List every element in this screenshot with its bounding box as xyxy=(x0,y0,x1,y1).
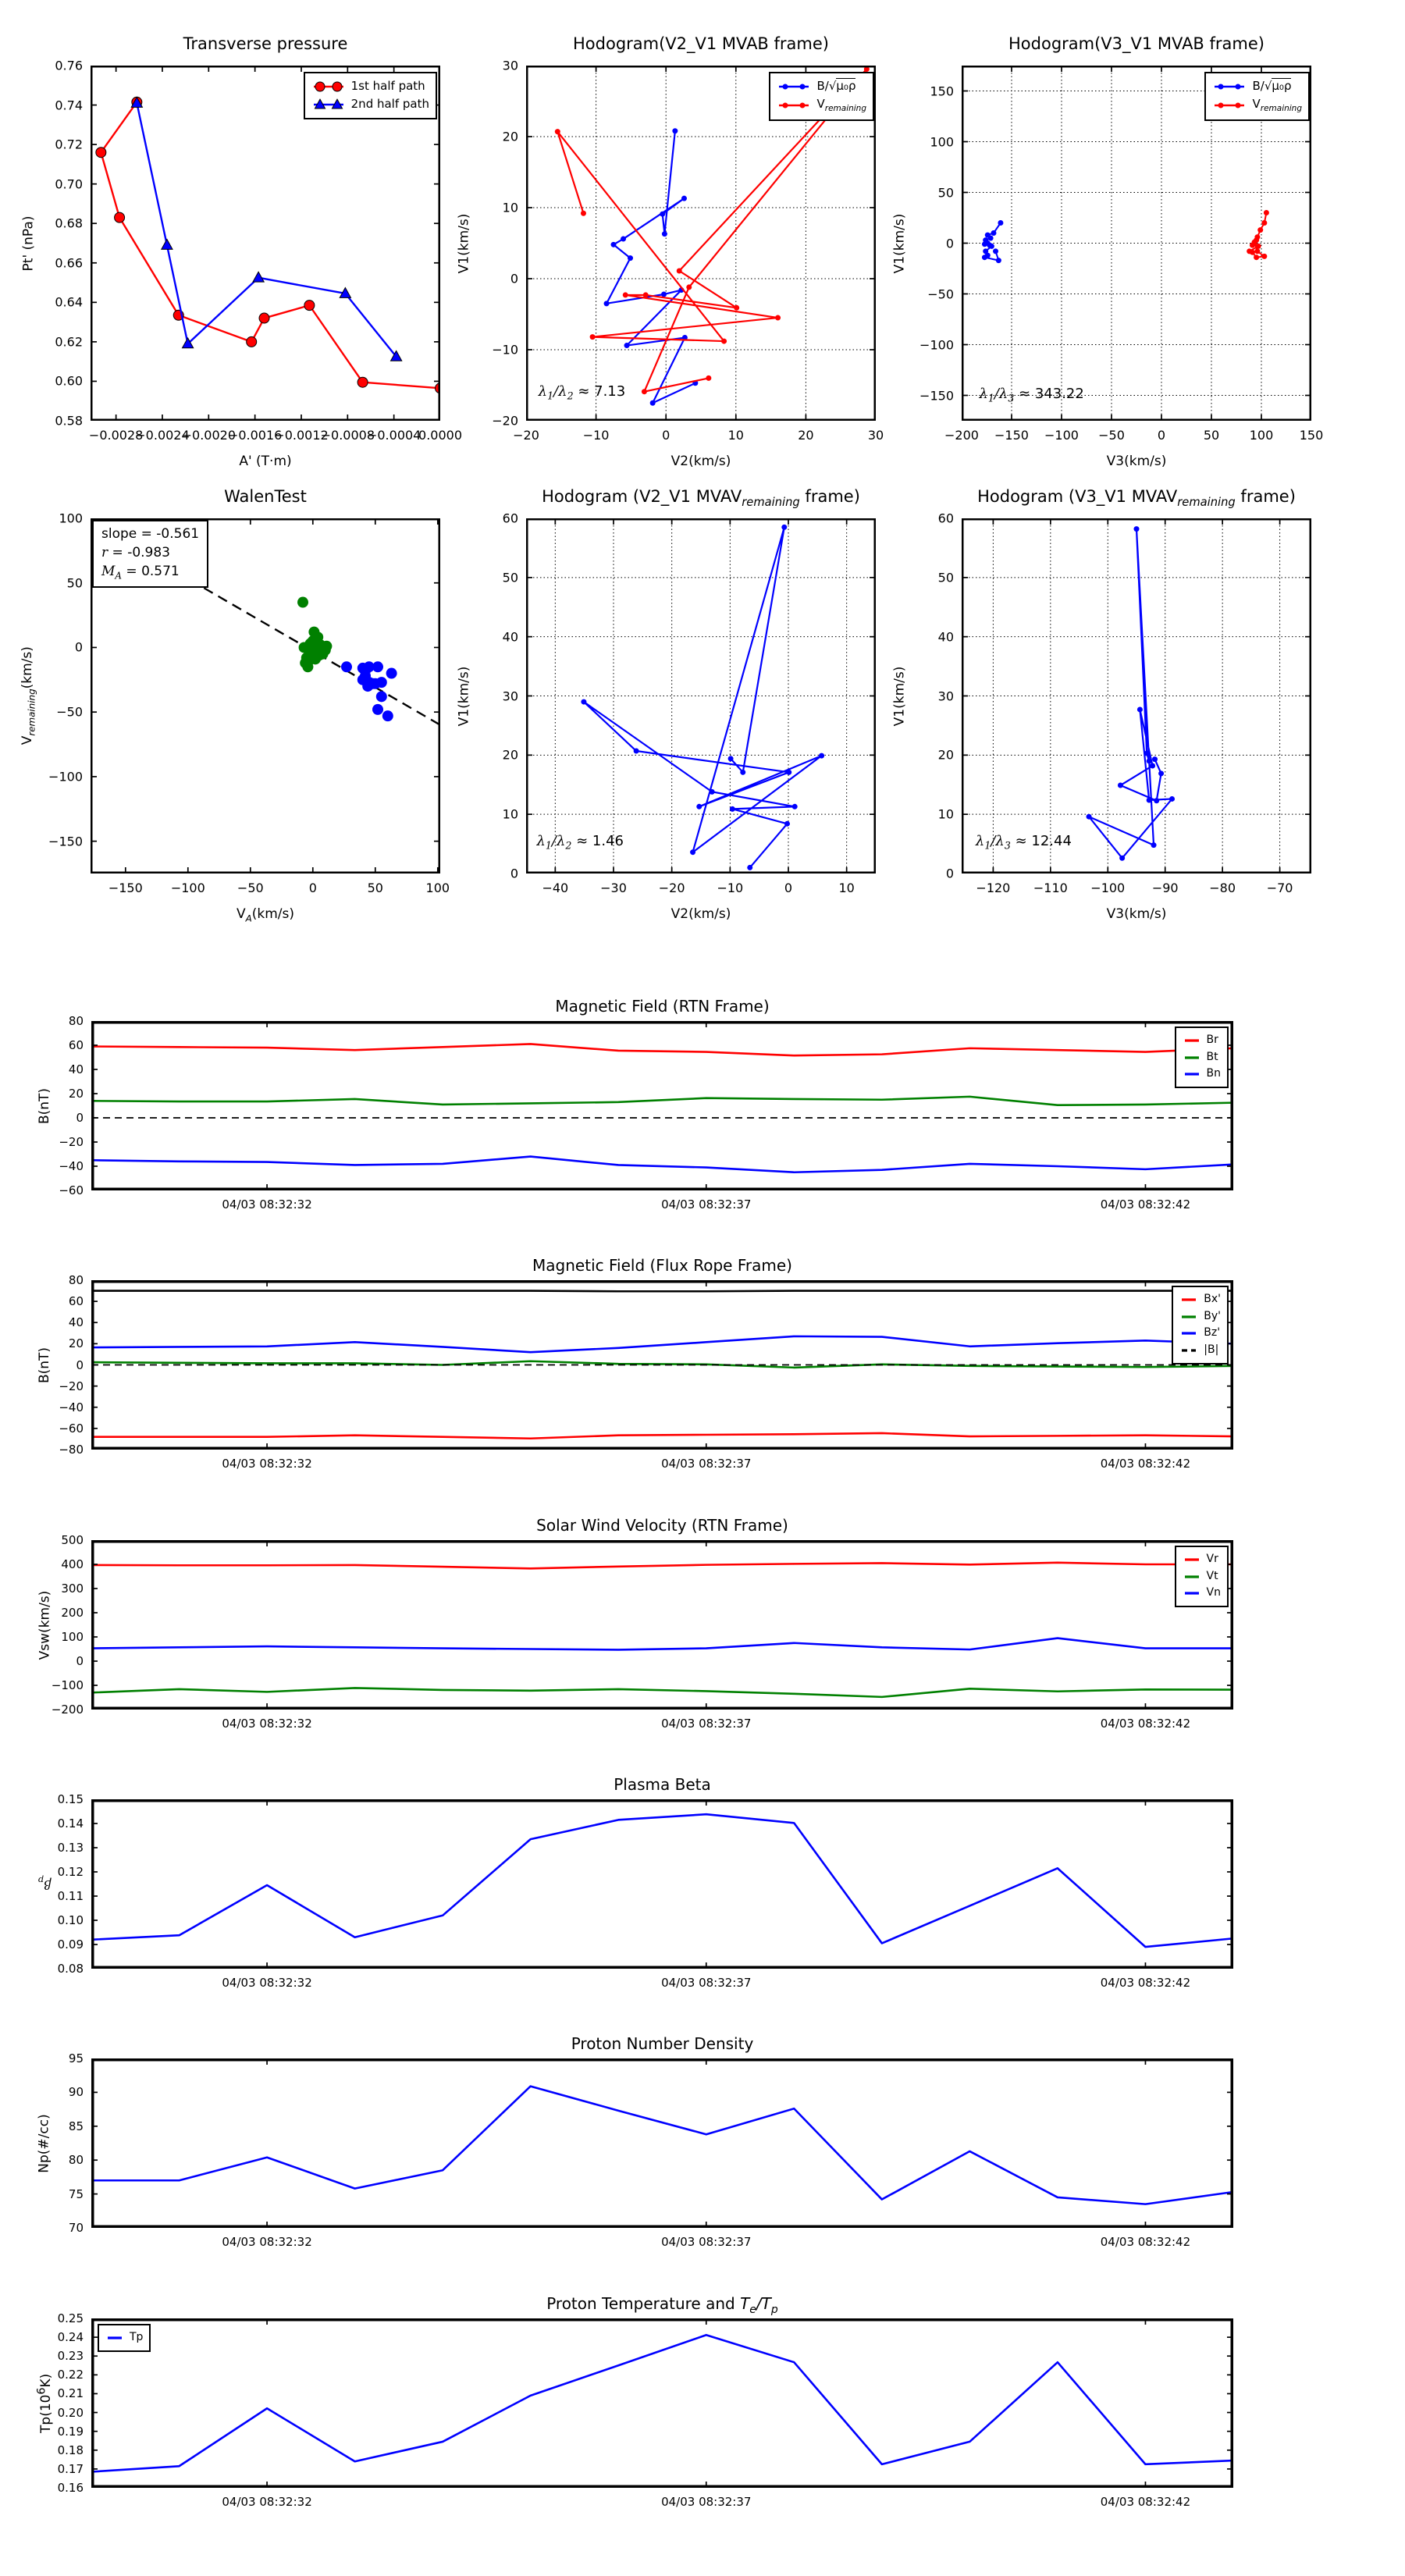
plot-hodogram-v2v1-mvav xyxy=(456,487,876,922)
hodogram-v2v1-mvav-x-tick-label: 10 xyxy=(838,881,855,895)
transverse-pressure-y-tick-label: 0.72 xyxy=(55,137,83,152)
hodogram-v2v1-mvav-y-tick-label: 60 xyxy=(502,511,518,526)
proton-number-density-y-tick-label: 85 xyxy=(68,2119,84,2133)
hodogram-v3v1-mvab-x-tick-label: −100 xyxy=(1044,428,1079,443)
transverse-pressure-ylabel: Pt' (nPa) xyxy=(20,215,37,271)
legend-entry xyxy=(1183,1585,1221,1602)
legend-glyph-line xyxy=(1183,1571,1201,1583)
hodogram-v3v1-mvav-x-tick-label: −80 xyxy=(1209,881,1236,895)
legend-glyph-line xyxy=(1183,1553,1201,1566)
walen-test-x-tick-label: −50 xyxy=(237,881,264,895)
magnetic-field-rtn-y-tick-label: 60 xyxy=(68,1038,84,1052)
hodogram-v2v1-mvab-ylabel: V1(km/s) xyxy=(456,213,472,273)
legend-entry xyxy=(1179,1291,1221,1308)
legend-glyph-triangle xyxy=(311,98,346,111)
hodogram-v2v1-mvav-y-tick-label: 40 xyxy=(502,629,518,645)
magnetic-field-rtn-canvas xyxy=(91,1021,1233,1190)
hodogram-v3v1-mvav-y-tick-label: 20 xyxy=(937,747,954,763)
hodogram-v3v1-mvav-xlabel: V3(km/s) xyxy=(1106,906,1167,922)
magnetic-field-rtn-y-tick-label: −40 xyxy=(59,1159,84,1173)
hodogram-v2v1-mvav-xlabel: V2(km/s) xyxy=(670,906,731,922)
legend-entry xyxy=(1212,95,1302,115)
legend-glyph-line xyxy=(1179,1311,1198,1323)
magnetic-field-rtn-x-tick-label: 04/03 08:32:32 xyxy=(222,1197,312,1212)
solar-wind-velocity-x-tick-label: 04/03 08:32:32 xyxy=(222,1717,312,1731)
plasma-beta-y-tick-label: 0.10 xyxy=(57,1913,84,1927)
lambda-annotation: $\lambda_1/\lambda_2 \approx 1.46$ xyxy=(536,832,624,852)
proton-temperature-y-tick-label: 0.25 xyxy=(57,2311,84,2325)
walen-test-x-tick-label: 100 xyxy=(425,881,450,895)
hodogram-v3v1-mvav-x-tick-label: −100 xyxy=(1090,881,1126,895)
legend-entry xyxy=(1212,77,1302,95)
hodogram-v3v1-mvab-y-tick-label: −150 xyxy=(919,388,954,403)
hodogram-v3v1-mvav-y-tick-label: 30 xyxy=(937,688,954,703)
hodogram-v3v1-mvab-x-tick-label: 150 xyxy=(1299,428,1324,443)
magnetic-field-flux-rope-legend xyxy=(1172,1286,1229,1364)
hodogram-v3v1-mvab-y-tick-label: 0 xyxy=(945,236,954,251)
magnetic-field-rtn-legend xyxy=(1175,1026,1229,1088)
transverse-pressure-y-tick-label: 0.74 xyxy=(55,98,83,113)
plasma-beta-y-tick-label: 0.13 xyxy=(57,1841,84,1855)
walen-stats-box: slope = -0.561 r = -0.983 $M_A = 0.571$ xyxy=(92,520,208,588)
hodogram-v2v1-mvav-title: Hodogram (V2_V1 $MVAV_{remaining}$ frame) xyxy=(542,487,860,510)
proton-temperature-y-tick-label: 0.19 xyxy=(57,2424,84,2439)
magnetic-field-rtn-y-tick-label: −60 xyxy=(59,1183,84,1197)
legend-entry-label: Bt xyxy=(1206,1050,1218,1063)
legend-entry-label: Tp xyxy=(130,2331,144,2343)
proton-temperature-y-tick-label: 0.20 xyxy=(57,2405,84,2420)
magnetic-field-flux-rope-y-tick-label: −80 xyxy=(59,1443,84,1457)
proton-number-density-y-tick-label: 75 xyxy=(68,2186,84,2201)
transverse-pressure-y-tick-label: 0.68 xyxy=(55,215,83,231)
legend-entry xyxy=(777,77,866,95)
hodogram-v3v1-mvab-y-tick-label: 100 xyxy=(930,134,954,149)
magnetic-field-flux-rope-y-tick-label: 60 xyxy=(68,1294,84,1309)
magnetic-field-rtn-y-tick-label: −20 xyxy=(59,1135,84,1149)
hodogram-v2v1-mvab-y-tick-label: 10 xyxy=(502,200,518,215)
walen-test-y-tick-label: −150 xyxy=(48,834,83,849)
hodogram-v2v1-mvav-y-tick-label: 10 xyxy=(502,806,518,822)
solar-wind-velocity-y-tick-label: 300 xyxy=(61,1582,84,1596)
legend-entry xyxy=(1179,1325,1221,1342)
legend-glyph-line xyxy=(1183,1068,1201,1080)
hodogram-v3v1-mvab-x-tick-label: −50 xyxy=(1098,428,1125,443)
legend-glyph-line xyxy=(1183,1051,1201,1064)
hodogram-v3v1-mvab-x-tick-label: −200 xyxy=(944,428,979,443)
hodogram-v2v1-mvav-ylabel: V1(km/s) xyxy=(456,666,472,726)
magnetic-field-flux-rope-title: Magnetic Field (Flux Rope Frame) xyxy=(532,1256,792,1275)
hodogram-v2v1-mvav-x-tick-label: 0 xyxy=(784,881,793,895)
legend-glyph-line xyxy=(1183,1034,1201,1047)
magnetic-field-flux-rope-x-tick-label: 04/03 08:32:37 xyxy=(661,1457,752,1471)
transverse-pressure-xlabel: A' (T·m) xyxy=(239,454,292,469)
transverse-pressure-legend xyxy=(304,72,437,119)
transverse-pressure-y-tick-label: 0.70 xyxy=(55,176,83,192)
hodogram-v2v1-mvab-x-tick-label: −10 xyxy=(582,428,610,443)
legend-entry xyxy=(1179,1342,1221,1359)
legend-entry xyxy=(311,77,429,95)
hodogram-v2v1-mvav-y-tick-label: 0 xyxy=(510,866,518,881)
hodogram-v2v1-mvav-x-tick-label: −40 xyxy=(542,881,569,895)
walen-test-y-tick-label: −50 xyxy=(56,704,83,720)
legend-glyph-line xyxy=(105,2332,124,2344)
hodogram-v2v1-mvab-legend xyxy=(769,72,874,121)
hodogram-v3v1-mvab-y-tick-label: 50 xyxy=(937,185,954,200)
hodogram-v3v1-mvav-y-tick-label: 0 xyxy=(945,866,954,881)
solar-wind-velocity-y-tick-label: 200 xyxy=(61,1606,84,1620)
solar-wind-velocity-x-tick-label: 04/03 08:32:42 xyxy=(1100,1717,1191,1731)
magnetic-field-flux-rope-y-tick-label: −60 xyxy=(59,1421,84,1436)
legend-entry xyxy=(1183,1049,1221,1066)
magnetic-field-flux-rope-y-tick-label: −20 xyxy=(59,1379,84,1393)
legend-glyph-line xyxy=(1179,1344,1198,1357)
hodogram-v2v1-mvab-y-tick-label: −10 xyxy=(492,342,518,358)
proton-temperature-y-tick-label: 0.16 xyxy=(57,2481,84,2495)
solar-wind-velocity-y-tick-label: 400 xyxy=(61,1557,84,1571)
legend-glyph-line xyxy=(1179,1327,1198,1340)
hodogram-v3v1-mvab-x-tick-label: 0 xyxy=(1157,428,1166,443)
hodogram-v3v1-mvab-x-tick-label: −150 xyxy=(994,428,1029,443)
hodogram-v2v1-mvab-y-tick-label: 20 xyxy=(502,129,518,144)
hodogram-v2v1-mvab-y-tick-label: −20 xyxy=(492,413,518,429)
legend-entry-label: $V_{remaining}$ xyxy=(816,97,866,114)
panel-proton-temperature xyxy=(35,2294,1233,2509)
panel-magnetic-field-rtn xyxy=(37,997,1233,1212)
transverse-pressure-x-tick-label: −0.0028 xyxy=(88,428,144,443)
magnetic-field-flux-rope-y-tick-label: 80 xyxy=(68,1273,84,1287)
lambda-annotation: $\lambda_1/\lambda_3 \approx 12.44$ xyxy=(975,832,1072,852)
hodogram-v3v1-mvab-y-tick-label: −100 xyxy=(919,337,954,352)
proton-temperature-y-tick-label: 0.18 xyxy=(57,2443,84,2457)
walen-test-y-tick-label: −100 xyxy=(48,769,83,785)
walen-test-y-tick-label: 0 xyxy=(74,639,83,655)
hodogram-v2v1-mvab-y-tick-label: 30 xyxy=(502,58,518,73)
hodogram-v3v1-mvav-x-tick-label: −120 xyxy=(976,881,1011,895)
walen-test-x-tick-label: 50 xyxy=(367,881,383,895)
hodogram-v2v1-mvav-y-tick-label: 20 xyxy=(502,747,518,763)
panel-proton-number-density xyxy=(37,2034,1233,2249)
plasma-beta-canvas xyxy=(91,1799,1233,1969)
proton-temperature-legend xyxy=(98,2324,151,2352)
plasma-beta-title: Plasma Beta xyxy=(614,1775,711,1794)
proton-temperature-ylabel: $Tp(10^6K)$ xyxy=(35,2373,54,2433)
solar-wind-velocity-y-tick-label: 500 xyxy=(61,1533,84,1547)
hodogram-v3v1-mvav-y-tick-label: 10 xyxy=(937,806,954,822)
lambda-annotation: $\lambda_1/\lambda_3 \approx 343.22$ xyxy=(979,385,1084,404)
proton-number-density-title: Proton Number Density xyxy=(571,2034,754,2053)
solar-wind-velocity-x-tick-label: 04/03 08:32:37 xyxy=(661,1717,752,1731)
magnetic-field-rtn-x-tick-label: 04/03 08:32:42 xyxy=(1100,1197,1191,1212)
hodogram-v3v1-mvav-x-tick-label: −90 xyxy=(1151,881,1179,895)
plasma-beta-x-tick-label: 04/03 08:32:42 xyxy=(1100,1976,1191,1990)
solar-wind-velocity-title: Solar Wind Velocity (RTN Frame) xyxy=(536,1516,788,1535)
proton-number-density-y-tick-label: 80 xyxy=(68,2153,84,2168)
proton-number-density-x-tick-label: 04/03 08:32:37 xyxy=(661,2235,752,2249)
plot-hodogram-v3v1-mvav xyxy=(891,487,1311,922)
transverse-pressure-title: Transverse pressure xyxy=(183,34,348,53)
hodogram-v2v1-mvab-x-tick-label: 0 xyxy=(662,428,670,443)
walen-test-ylabel: $V_{remaining}(km/s)$ xyxy=(19,646,37,745)
proton-temperature-x-tick-label: 04/03 08:32:32 xyxy=(222,2495,312,2509)
hodogram-v3v1-mvab-y-tick-label: 150 xyxy=(930,84,954,98)
hodogram-v3v1-mvav-ylabel: V1(km/s) xyxy=(891,666,908,726)
proton-temperature-y-tick-label: 0.17 xyxy=(57,2461,84,2476)
legend-entry-label: Bx' xyxy=(1204,1293,1221,1305)
magnetic-field-rtn-y-tick-label: 20 xyxy=(68,1087,84,1101)
magnetic-field-flux-rope-x-tick-label: 04/03 08:32:32 xyxy=(222,1457,312,1471)
transverse-pressure-y-tick-label: 0.76 xyxy=(55,58,83,73)
magnetic-field-rtn-x-tick-label: 04/03 08:32:37 xyxy=(661,1197,752,1212)
hodogram-v3v1-mvab-ylabel: V1(km/s) xyxy=(891,213,908,273)
plasma-beta-x-tick-label: 04/03 08:32:37 xyxy=(661,1976,752,1990)
walen-test-x-tick-label: 0 xyxy=(308,881,317,895)
proton-number-density-canvas xyxy=(91,2058,1233,2228)
hodogram-v3v1-mvab-legend xyxy=(1204,72,1310,121)
plasma-beta-y-tick-label: 0.15 xyxy=(57,1792,84,1806)
legend-entry-label: 2nd half path xyxy=(350,97,429,112)
solar-wind-velocity-y-tick-label: −200 xyxy=(51,1703,84,1717)
panel-solar-wind-velocity xyxy=(37,1516,1233,1731)
plot-hodogram-v3v1-mvab xyxy=(891,34,1324,469)
hodogram-v2v1-mvav-canvas xyxy=(526,518,876,873)
legend-entry-label: Bz' xyxy=(1204,1326,1221,1340)
hodogram-v3v1-mvav-title: Hodogram (V3_V1 $MVAV_{remaining}$ frame) xyxy=(977,487,1296,510)
legend-glyph-line xyxy=(1179,1293,1198,1306)
legend-glyph-dot xyxy=(1212,99,1247,112)
legend-glyph-dot xyxy=(777,99,811,112)
legend-glyph-line xyxy=(1183,1587,1201,1599)
legend-entry xyxy=(1183,1551,1221,1568)
hodogram-v2v1-mvab-x-tick-label: −20 xyxy=(513,428,539,443)
legend-entry-label: B/√μ₀ρ xyxy=(1252,79,1292,93)
hodogram-v3v1-mvab-x-tick-label: 50 xyxy=(1203,428,1220,443)
magnetic-field-flux-rope-ylabel: B(nT) xyxy=(37,1347,52,1383)
proton-temperature-y-tick-label: 0.23 xyxy=(57,2349,84,2364)
proton-temperature-y-tick-label: 0.24 xyxy=(57,2330,84,2345)
plot-hodogram-v2v1-mvab xyxy=(456,34,884,469)
legend-entry-label: Bn xyxy=(1206,1067,1221,1080)
solar-wind-velocity-y-tick-label: −100 xyxy=(51,1678,84,1692)
transverse-pressure-y-tick-label: 0.62 xyxy=(55,334,83,350)
magnetic-field-rtn-title: Magnetic Field (RTN Frame) xyxy=(555,997,770,1016)
legend-entry-label: By' xyxy=(1204,1309,1221,1322)
solar-wind-velocity-canvas xyxy=(91,1540,1233,1710)
hodogram-v2v1-mvav-y-tick-label: 30 xyxy=(502,688,518,703)
walen-test-title: WalenTest xyxy=(224,487,307,506)
legend-entry xyxy=(1183,1032,1221,1049)
proton-number-density-y-tick-label: 95 xyxy=(68,2051,84,2065)
magnetic-field-flux-rope-canvas xyxy=(91,1280,1233,1450)
hodogram-v2v1-mvab-y-tick-label: 0 xyxy=(510,271,518,286)
transverse-pressure-y-tick-label: 0.66 xyxy=(55,255,83,271)
magnetic-field-flux-rope-y-tick-label: 0 xyxy=(76,1357,84,1372)
transverse-pressure-x-tick-label: −0.0024 xyxy=(135,428,190,443)
proton-temperature-title: Proton Temperature and $T_e/T_p$ xyxy=(546,2294,778,2316)
proton-number-density-y-tick-label: 90 xyxy=(68,2085,84,2100)
transverse-pressure-x-tick-label: −0.0008 xyxy=(320,428,375,443)
legend-entry xyxy=(1183,1568,1221,1585)
magnetic-field-rtn-y-tick-label: 40 xyxy=(68,1062,84,1076)
magnetic-field-flux-rope-y-tick-label: 40 xyxy=(68,1315,84,1330)
legend-entry xyxy=(105,2329,143,2347)
legend-entry-label: Vn xyxy=(1206,1586,1221,1599)
proton-number-density-x-tick-label: 04/03 08:32:32 xyxy=(222,2235,312,2249)
magnetic-field-rtn-ylabel: B(nT) xyxy=(37,1087,52,1124)
hodogram-v2v1-mvav-x-tick-label: −20 xyxy=(658,881,685,895)
hodogram-v3v1-mvab-title: Hodogram(V3_V1 MVAB frame) xyxy=(1008,34,1264,53)
solar-wind-velocity-legend xyxy=(1175,1546,1229,1607)
panel-magnetic-field-flux-rope xyxy=(37,1256,1233,1471)
proton-number-density-ylabel: Np(#/cc) xyxy=(37,2113,52,2173)
hodogram-v2v1-mvav-x-tick-label: −30 xyxy=(600,881,627,895)
hodogram-v3v1-mvab-xlabel: V3(km/s) xyxy=(1106,454,1167,469)
transverse-pressure-x-tick-label: −0.0012 xyxy=(274,428,329,443)
plasma-beta-y-tick-label: 0.09 xyxy=(57,1937,84,1952)
hodogram-v3v1-mvav-y-tick-label: 40 xyxy=(937,629,954,645)
lambda-annotation: $\lambda_1/\lambda_2 \approx 7.13$ xyxy=(538,383,626,402)
legend-glyph-dot xyxy=(777,80,811,93)
panel-plasma-beta xyxy=(37,1775,1233,1990)
magnetic-field-flux-rope-x-tick-label: 04/03 08:32:42 xyxy=(1100,1457,1191,1471)
proton-temperature-x-tick-label: 04/03 08:32:42 xyxy=(1100,2495,1191,2509)
proton-temperature-x-tick-label: 04/03 08:32:37 xyxy=(661,2495,752,2509)
transverse-pressure-x-tick-label: −0.0016 xyxy=(227,428,283,443)
walen-test-xlabel: $V_A(km/s)$ xyxy=(236,906,295,924)
plot-transverse-pressure xyxy=(20,34,462,469)
transverse-pressure-x-tick-label: 0.0000 xyxy=(418,428,462,443)
legend-entry xyxy=(1179,1308,1221,1325)
hodogram-v3v1-mvav-y-tick-label: 50 xyxy=(937,570,954,585)
legend-entry-label: Vr xyxy=(1206,1553,1218,1565)
hodogram-v2v1-mvab-x-tick-label: 10 xyxy=(727,428,744,443)
plot-walen-test xyxy=(19,487,450,924)
legend-entry-label: |B| xyxy=(1204,1343,1219,1357)
walen-test-y-tick-label: 100 xyxy=(59,511,83,526)
legend-entry-label: Vt xyxy=(1206,1569,1218,1582)
legend-entry-label: 1st half path xyxy=(350,79,425,93)
walen-test-x-tick-label: −150 xyxy=(108,881,143,895)
proton-number-density-y-tick-label: 70 xyxy=(68,2221,84,2235)
solar-wind-velocity-y-tick-label: 0 xyxy=(76,1654,84,1668)
hodogram-v3v1-mvav-y-tick-label: 60 xyxy=(937,511,954,526)
proton-temperature-y-tick-label: 0.21 xyxy=(57,2386,84,2401)
plasma-beta-ylabel: $\beta_p$ xyxy=(37,1875,52,1893)
legend-glyph-dot xyxy=(1212,80,1247,93)
legend-entry xyxy=(311,95,429,113)
walen-test-y-tick-label: 50 xyxy=(66,575,83,591)
plasma-beta-y-tick-label: 0.11 xyxy=(57,1889,84,1903)
transverse-pressure-x-tick-label: −0.0020 xyxy=(181,428,236,443)
proton-number-density-x-tick-label: 04/03 08:32:42 xyxy=(1100,2235,1191,2249)
magnetic-field-flux-rope-y-tick-label: −40 xyxy=(59,1400,84,1414)
transverse-pressure-y-tick-label: 0.58 xyxy=(55,413,83,429)
hodogram-v2v1-mvab-x-tick-label: 20 xyxy=(798,428,814,443)
magnetic-field-flux-rope-y-tick-label: 20 xyxy=(68,1336,84,1351)
transverse-pressure-x-tick-label: −0.0004 xyxy=(366,428,422,443)
magnetic-field-rtn-y-tick-label: 80 xyxy=(68,1014,84,1028)
hodogram-v2v1-mvab-title: Hodogram(V2_V1 MVAB frame) xyxy=(573,34,829,53)
hodogram-v2v1-mvab-x-tick-label: 30 xyxy=(867,428,884,443)
hodogram-v3v1-mvav-x-tick-label: −110 xyxy=(1033,881,1068,895)
hodogram-v3v1-mvav-canvas xyxy=(962,518,1311,873)
plasma-beta-y-tick-label: 0.12 xyxy=(57,1865,84,1879)
transverse-pressure-y-tick-label: 0.60 xyxy=(55,373,83,389)
legend-glyph-circle xyxy=(311,80,346,93)
solar-wind-velocity-ylabel: Vsw(km/s) xyxy=(37,1590,52,1660)
solar-wind-velocity-y-tick-label: 100 xyxy=(61,1630,84,1644)
proton-temperature-y-tick-label: 0.22 xyxy=(57,2368,84,2382)
legend-entry-label: B/√μ₀ρ xyxy=(816,79,856,93)
legend-entry-label: Br xyxy=(1206,1034,1218,1046)
hodogram-v3v1-mvab-x-tick-label: 100 xyxy=(1249,428,1274,443)
proton-temperature-canvas xyxy=(91,2318,1233,2488)
legend-entry xyxy=(777,95,866,115)
hodogram-v2v1-mvav-x-tick-label: −10 xyxy=(717,881,744,895)
hodogram-v2v1-mvav-y-tick-label: 50 xyxy=(502,570,518,585)
plasma-beta-y-tick-label: 0.08 xyxy=(57,1962,84,1976)
hodogram-v3v1-mvav-x-tick-label: −70 xyxy=(1266,881,1293,895)
plasma-beta-x-tick-label: 04/03 08:32:32 xyxy=(222,1976,312,1990)
walen-test-x-tick-label: −100 xyxy=(170,881,205,895)
legend-entry-label: $V_{remaining}$ xyxy=(1252,97,1302,114)
magnetic-field-rtn-y-tick-label: 0 xyxy=(76,1111,84,1125)
plasma-beta-y-tick-label: 0.14 xyxy=(57,1816,84,1831)
transverse-pressure-y-tick-label: 0.64 xyxy=(55,294,83,310)
hodogram-v2v1-mvab-xlabel: V2(km/s) xyxy=(670,454,731,469)
legend-entry xyxy=(1183,1066,1221,1083)
hodogram-v3v1-mvab-y-tick-label: −50 xyxy=(927,286,954,301)
